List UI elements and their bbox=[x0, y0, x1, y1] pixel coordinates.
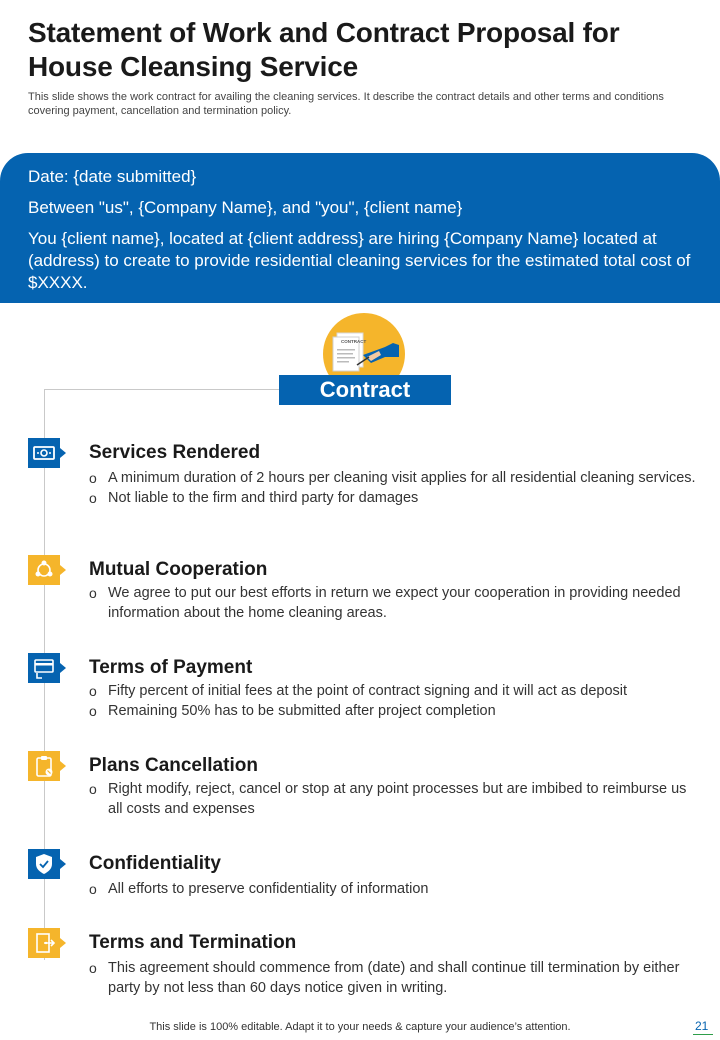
date-line: Date: {date submitted} bbox=[28, 167, 197, 186]
contract-summary-banner bbox=[0, 153, 720, 303]
illustration-caption: CONTRACT bbox=[341, 339, 367, 344]
section-title: Terms and Termination bbox=[89, 932, 297, 953]
footer-note: This slide is 100% editable. Adapt it to your needs & capture your audience’s attention. bbox=[149, 1021, 571, 1033]
section-title: Mutual Cooperation bbox=[89, 559, 268, 580]
exit-door-icon bbox=[28, 928, 60, 958]
bullet-list bbox=[89, 959, 699, 998]
list-item: o Right modify, reject, cancel or stop at any point processes but are imbibed to reimburse us all costs and expenses bbox=[89, 780, 699, 819]
contract-heading: Contract bbox=[279, 375, 451, 405]
list-item: o Not liable to the firm and third party for damages bbox=[89, 489, 699, 509]
section-title: Services Rendered bbox=[89, 442, 261, 463]
page-number: 21 bbox=[695, 1019, 709, 1033]
section-title: Confidentiality bbox=[89, 853, 221, 874]
bullet-list bbox=[89, 469, 699, 508]
page-subtitle: This slide shows the work contract for availing the cleaning services. It describe the contract details and other terms and conditions covering payment, cancellation and termination policy. bbox=[28, 91, 664, 117]
timeline-connector bbox=[44, 389, 279, 390]
parties-line: Between "us", {Company Name}, and "you", {client name} bbox=[28, 198, 463, 217]
money-icon bbox=[28, 438, 60, 468]
bullet-list bbox=[89, 880, 699, 900]
bullet-list bbox=[89, 780, 699, 819]
network-icon bbox=[28, 555, 60, 585]
section-title: Terms of Payment bbox=[89, 657, 253, 678]
page-number-underline bbox=[693, 1034, 713, 1035]
hiring-line: You {client name}, located at {client address} are hiring {Company Name} located at (address) to create to provide residential cleaning services for the estimated total cost of $XXXX. bbox=[28, 229, 691, 292]
bullet-list bbox=[89, 682, 699, 721]
list-item: o We agree to put our best efforts in return we expect your cooperation in providing needed information about the home cleaning areas. bbox=[89, 584, 699, 623]
list-item: o Fifty percent of initial fees at the point of contract signing and it will act as deposit bbox=[89, 682, 699, 702]
list-item: o A minimum duration of 2 hours per cleaning visit applies for all residential cleaning services. bbox=[89, 469, 699, 489]
list-item: o All efforts to preserve confidentiality of information bbox=[89, 880, 699, 900]
list-item: o Remaining 50% has to be submitted after project completion bbox=[89, 702, 699, 722]
card-payment-icon bbox=[28, 653, 60, 683]
list-item: o This agreement should commence from (date) and shall continue till termination by either party by not less than 60 days notice given in writing. bbox=[89, 959, 699, 998]
clipboard-cancel-icon bbox=[28, 751, 60, 781]
shield-check-icon bbox=[28, 849, 60, 879]
bullet-list bbox=[89, 584, 699, 623]
section-title: Plans Cancellation bbox=[89, 755, 258, 776]
page-title: Statement of Work and Contract Proposal for House Cleansing Service bbox=[28, 17, 620, 82]
